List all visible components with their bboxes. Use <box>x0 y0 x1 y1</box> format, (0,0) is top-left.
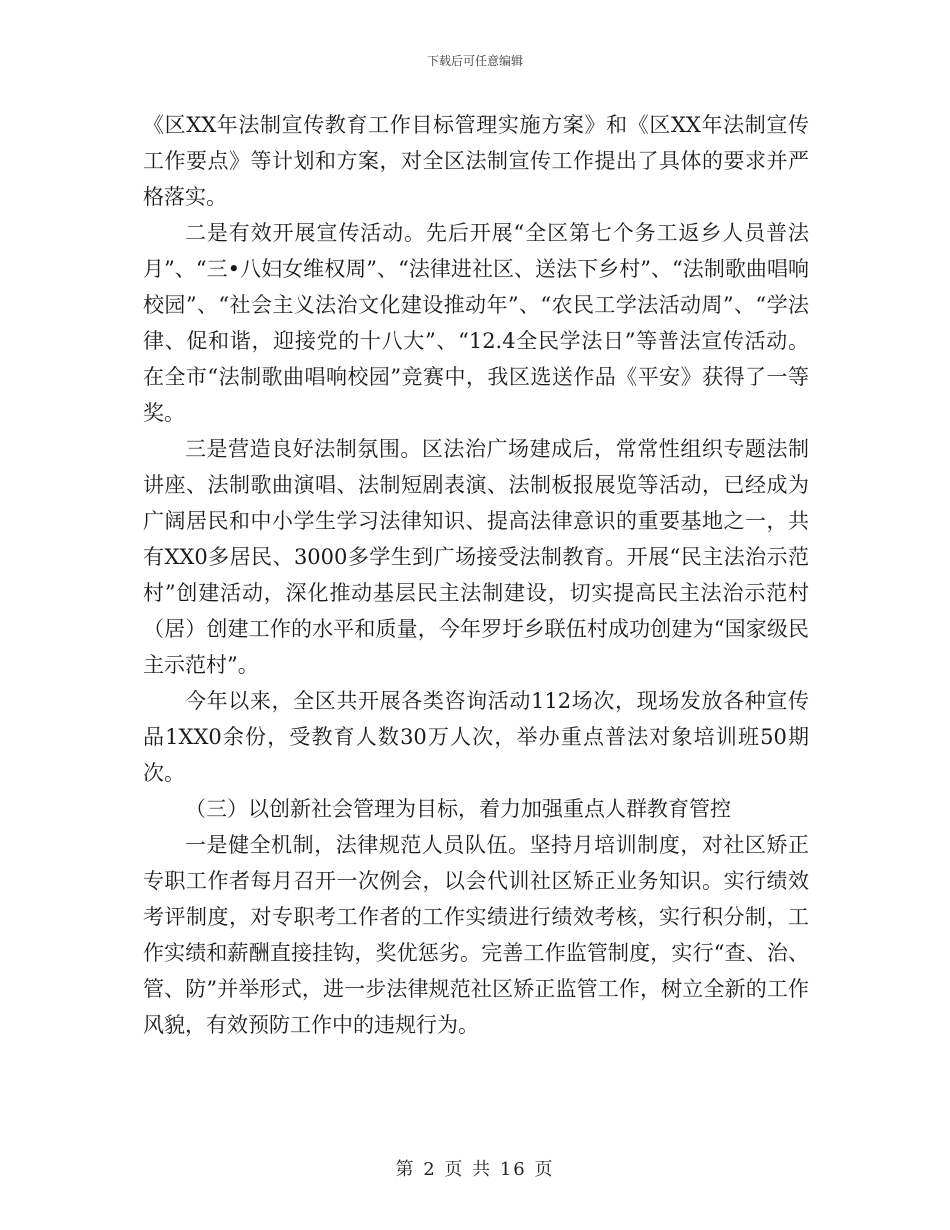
header-note: 下载后可任意编辑 <box>426 54 523 68</box>
paragraph-publicity-activities: 二是有效开展宣传活动。先后开展“全区第七个务工返乡人员普法月”、“三•八妇女维权周”、“法律进社区、送法下乡村”、“法制歌曲唱响校园”、“社会主义法治文化建设推动年”、“农民工学法活动周”、“学法律、促和谐，迎接党的十八大”、“12.4全民学法日”等普法宣传活动。在全市“法制歌曲唱响校园”竞赛中，我区选送作品《平安》获得了一等奖。 <box>143 221 809 425</box>
page-number-footer: 第 2 页 共 16 页 <box>395 1159 555 1180</box>
paragraph-annual-statistics: 今年以来，全区共开展各类咨询活动112场次，现场发放各种宣传品1XX0余份，受教育人数30万人次，举办重点普法对象培训班50期次。 <box>143 689 809 785</box>
paragraph-continuation: 《区XX年法制宣传教育工作目标管理实施方案》和《区XX年法制宣传工作要点》等计划和方案，对全区法制宣传工作提出了具体的要求并严格落实。 <box>143 113 809 209</box>
section-heading: （三）以创新社会管理为目标，着力加强重点人群教育管控 <box>185 797 731 821</box>
paragraph-mechanism: 一是健全机制，法律规范人员队伍。坚持月培训制度，对社区矫正专职工作者每月召开一次例会，以会代训社区矫正业务知识。实行绩效考评制度，对专职考工作者的工作实绩进行绩效考核，实行积分制，工作实绩和薪酬直接挂钩，奖优惩劣。完善工作监管制度，实行“查、治、管、防”并举形式，进一步法律规范社区矫正监管工作，树立全新的工作风貌，有效预防工作中的违规行为。 <box>143 833 809 1037</box>
paragraph-legal-atmosphere: 三是营造良好法制氛围。区法治广场建成后，常常性组织专题法制讲座、法制歌曲演唱、法制短剧表演、法制板报展览等活动，已经成为广阔居民和中小学生学习法律知识、提高法律意识的重要基地之一，共有XX0多居民、3000多学生到广场接受法制教育。开展“民主法治示范村”创建活动，深化推动基层民主法制建设，切实提高民主法治示范村（居）创建工作的水平和质量，今年罗圩乡联伍村成功创建为“国家级民主示范村”。 <box>143 437 809 677</box>
document-body <box>143 107 809 1043</box>
